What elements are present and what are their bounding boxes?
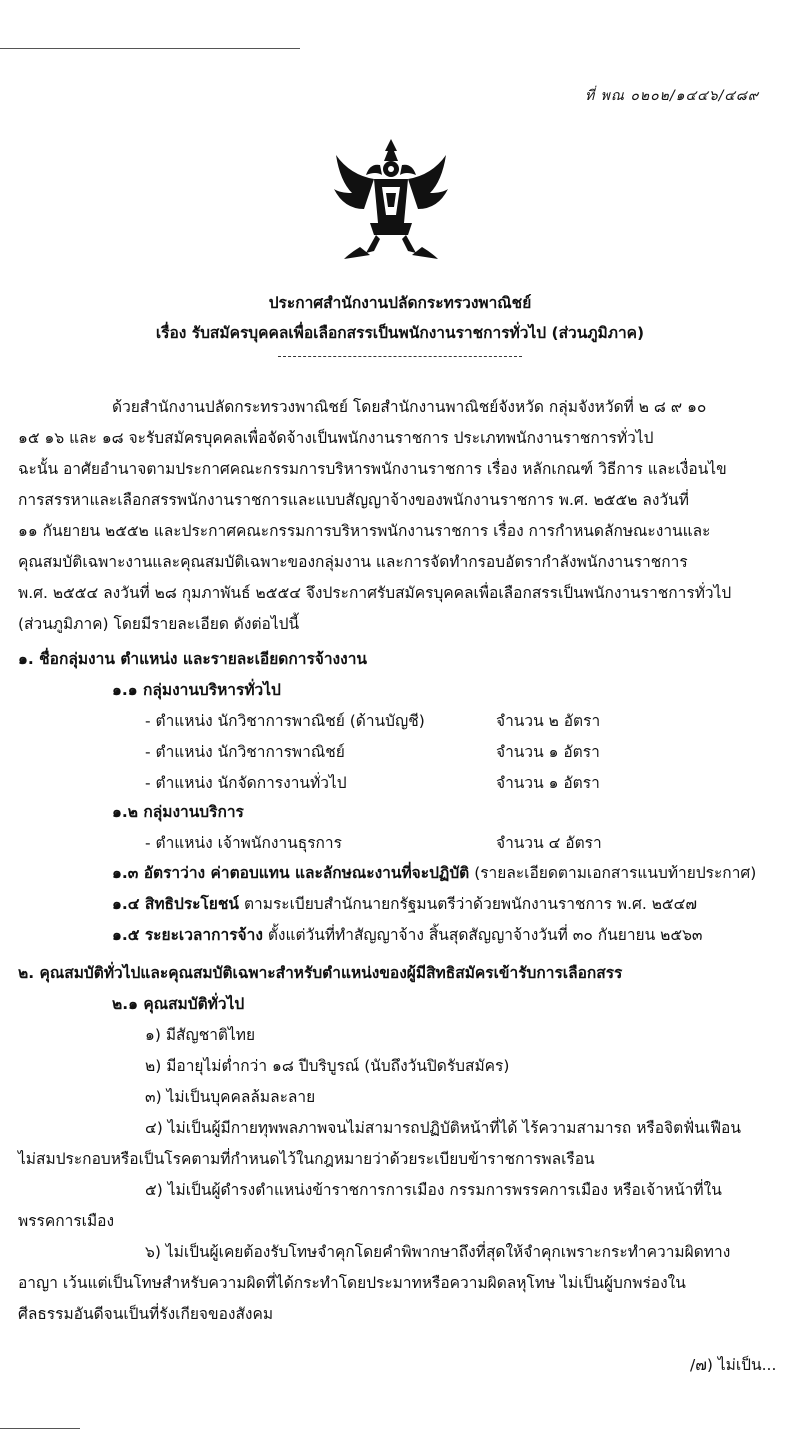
section-1-heading: ๑. ชื่อกลุ่มงาน ตำแหน่ง และรายละเอียดการจ้างงาน xyxy=(18,650,367,668)
group-2-title: ๑.๒ กลุ่มงานบริการ xyxy=(112,803,244,821)
scan-edge-line xyxy=(0,1428,80,1429)
qualification-item-continued: ศีลธรรมอันดีจนเป็นที่รังเกียจของสังคม xyxy=(18,1305,274,1323)
scan-edge-line xyxy=(0,48,300,49)
qualification-item: ๔) ไม่เป็นผู้มีกายทุพพลภาพจนไม่สามารถปฏิบัติหน้าที่ได้ ไร้ความสามารถ หรือจิตฟั่นเฟือน xyxy=(145,1119,741,1137)
position-count: จำนวน ๔ อัตรา xyxy=(496,834,602,852)
intro-line: การสรรหาและเลือกสรรพนักงานราชการและแบบสัญญาจ้างของพนักงานราชการ พ.ศ. ๒๕๕๒ ลงวันที่ xyxy=(18,491,689,509)
title-separator xyxy=(278,356,522,357)
intro-line: (ส่วนภูมิภาค) โดยมีรายละเอียด ดังต่อไปนี้ xyxy=(18,615,300,633)
position-name: - ตำแหน่ง เจ้าพนักงานธุรการ xyxy=(145,834,342,852)
announcement-title: ประกาศสำนักงานปลัดกระทรวงพาณิชย์ xyxy=(268,294,532,312)
item-1-5-text: ตั้งแต่วันที่ทำสัญญาจ้าง สิ้นสุดสัญญาจ้างวันที่ ๓๐ กันยายน ๒๕๖๓ xyxy=(267,926,703,944)
announcement-subject: เรื่อง รับสมัครบุคคลเพื่อเลือกสรรเป็นพนักงานราชการทั่วไป (ส่วนภูมิภาค) xyxy=(155,324,645,342)
item-1-3-text: (รายละเอียดตามเอกสารแนบท้ายประกาศ) xyxy=(474,864,757,882)
intro-line: ๑๑ กันยายน ๒๕๕๒ และประกาศคณะกรรมการบริหารพนักงานราชการ เรื่อง การกำหนดลักษณะงานและ xyxy=(18,522,711,540)
group-1-title: ๑.๑ กลุ่มงานบริหารทั่วไป xyxy=(112,681,281,699)
qualification-item: ๕) ไม่เป็นผู้ดำรงตำแหน่งข้าราชการการเมือง กรรมการพรรคการเมือง หรือเจ้าหน้าที่ใน xyxy=(145,1181,722,1199)
section-2-1-title: ๒.๑ คุณสมบัติทั่วไป xyxy=(112,995,245,1013)
item-1-3-label: ๑.๓ อัตราว่าง ค่าตอบแทน และลักษณะงานที่จะปฏิบัติ xyxy=(112,864,470,882)
position-count: จำนวน ๒ อัตรา xyxy=(496,712,601,730)
qualification-item: ๓) ไม่เป็นบุคคลล้มละลาย xyxy=(145,1088,316,1106)
item-1-5-label: ๑.๕ ระยะเวลาการจ้าง xyxy=(112,926,263,944)
position-count: จำนวน ๑ อัตรา xyxy=(496,774,600,792)
item-1-4-label: ๑.๔ สิทธิประโยชน์ xyxy=(112,895,240,913)
intro-line: ด้วยสำนักงานปลัดกระทรวงพาณิชย์ โดยสำนักงานพาณิชย์จังหวัด กลุ่มจังหวัดที่ ๒ ๘ ๙ ๑๐ xyxy=(112,398,707,416)
item-1-4-text: ตามระเบียบสำนักนายกรัฐมนตรีว่าด้วยพนักงานราชการ พ.ศ. ๒๕๔๗ xyxy=(243,895,698,913)
item-1-5 xyxy=(112,924,703,946)
position-count: จำนวน ๑ อัตรา xyxy=(496,743,600,761)
qualification-item-continued: อาญา เว้นแต่เป็นโทษสำหรับความผิดที่ได้กระทำโดยประมาทหรือความผิดลหุโทษ ไม่เป็นผู้บกพร่องใน xyxy=(18,1274,686,1292)
section-2-heading: ๒. คุณสมบัติทั่วไปและคุณสมบัติเฉพาะสำหรับตำแหน่งของผู้มีสิทธิสมัครเข้ารับการเลือกสรร xyxy=(18,964,623,982)
qualification-item: ๑) มีสัญชาติไทย xyxy=(145,1026,256,1044)
qualification-item: ๖) ไม่เป็นผู้เคยต้องรับโทษจำคุกโดยคำพิพากษาถึงที่สุดให้จำคุกเพราะกระทำความผิดทาง xyxy=(145,1243,731,1261)
intro-line: ๑๕ ๑๖ และ ๑๘ จะรับสมัครบุคคลเพื่อจัดจ้างเป็นพนักงานราชการ ประเภทพนักงานราชการทั่วไป xyxy=(18,429,654,447)
document-reference-number: ที่ พณ ๐๒๐๒/๑๔๔๖/๔๘๙ xyxy=(585,88,759,104)
garuda-emblem-icon xyxy=(330,135,452,260)
continuation-note: /๗) ไม่เป็น... xyxy=(690,1356,777,1374)
qualification-item-continued: ไม่สมประกอบหรือเป็นโรคตามที่กำหนดไว้ในกฎหมายว่าด้วยระเบียบข้าราชการพลเรือน xyxy=(18,1150,595,1168)
intro-line: ฉะนั้น อาศัยอำนาจตามประกาศคณะกรรมการบริหารพนักงานราชการ เรื่อง หลักเกณฑ์ วิธีการ และเงื่อนไข xyxy=(18,460,727,478)
intro-line: พ.ศ. ๒๕๕๔ ลงวันที่ ๒๘ กุมภาพันธ์ ๒๕๕๔ จึงประกาศรับสมัครบุคคลเพื่อเลือกสรรเป็นพนักงานราชการทั่วไป xyxy=(18,584,732,602)
item-1-3 xyxy=(112,862,756,884)
position-name: - ตำแหน่ง นักวิชาการพาณิชย์ (ด้านบัญชี) xyxy=(145,712,425,730)
qualification-item: ๒) มีอายุไม่ต่ำกว่า ๑๘ ปีบริบูรณ์ (นับถึงวันปิดรับสมัคร) xyxy=(145,1057,510,1075)
position-name: - ตำแหน่ง นักจัดการงานทั่วไป xyxy=(145,774,347,792)
item-1-4 xyxy=(112,893,697,915)
qualification-item-continued: พรรคการเมือง xyxy=(18,1212,115,1230)
position-name: - ตำแหน่ง นักวิชาการพาณิชย์ xyxy=(145,743,345,761)
intro-line: คุณสมบัติเฉพาะงานและคุณสมบัติเฉพาะของกลุ่มงาน และการจัดทำกรอบอัตรากำลังพนักงานราชการ xyxy=(18,553,688,571)
